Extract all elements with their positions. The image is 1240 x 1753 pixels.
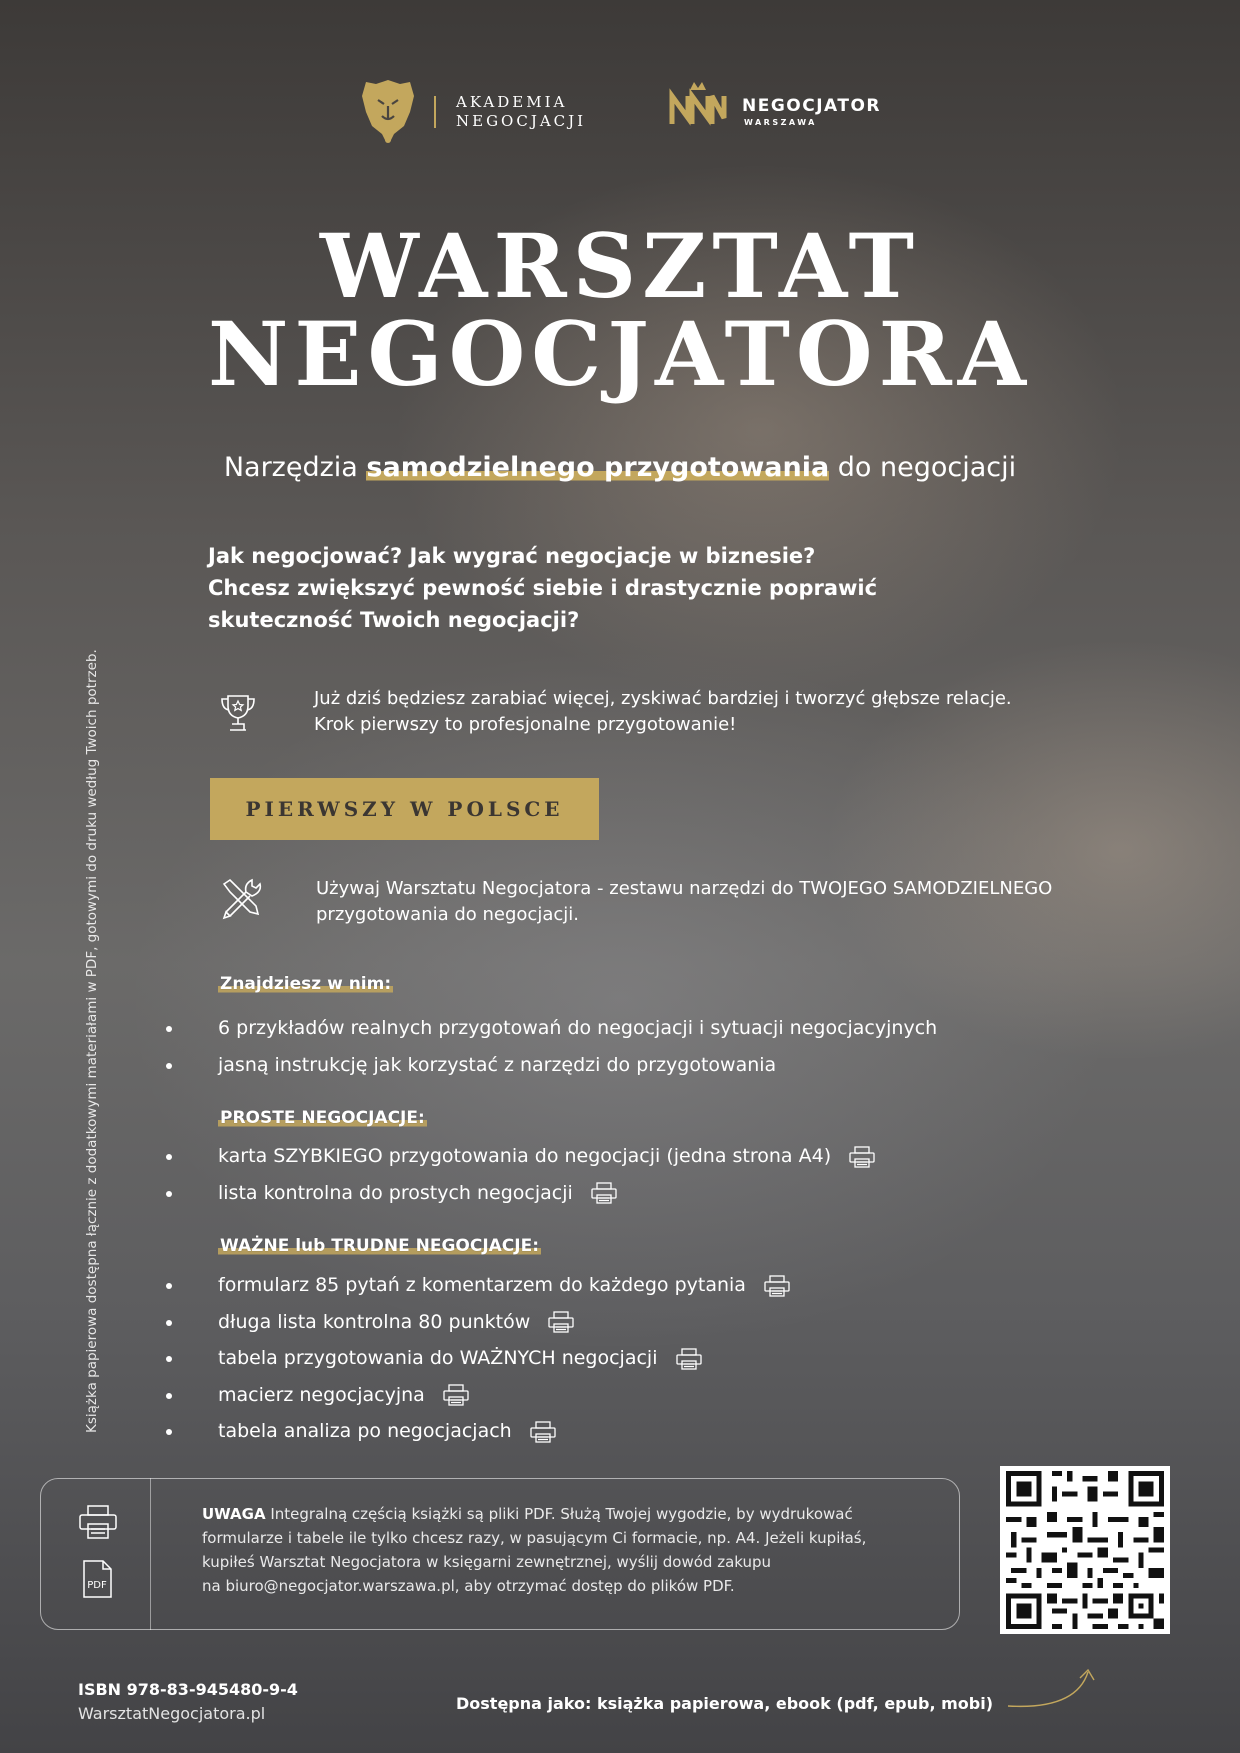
tools-line: Używaj Warsztatu Negocjatora - zestawu narzędzi do TWOJEGO SAMODZIELNEGO (316, 878, 1053, 899)
warszawa-logo-text: WARSZAWA (744, 118, 817, 127)
questions (208, 540, 968, 636)
title-line-2: NEGOCJATORA (207, 302, 1032, 406)
lion-logo-icon (360, 78, 416, 146)
question-line: Jak negocjować? Jak wygrać negocjacje w biznesie? (208, 544, 816, 568)
negocjator-logo-icon (668, 80, 728, 128)
list-item: karta SZYBKIEGO przygotowania do negocjacji (jedna strona A4) (166, 1138, 1066, 1175)
list-item: macierz negocjacyjna (166, 1377, 1066, 1414)
title-line-1: WARSZTAT (319, 214, 921, 318)
arrow-up-right-icon (1006, 1664, 1106, 1712)
list-znajdziesz (166, 1010, 1066, 1083)
section-heading-znajdziesz: Znajdziesz w nim: (220, 974, 392, 994)
akademia-logo-text: AKADEMIA NEGOCJACJI (456, 93, 587, 130)
available-formats: Dostępna jako: książka papierowa, ebook (pdf, epub, mobi) (456, 1694, 994, 1713)
tools-text (316, 876, 1116, 928)
notice-divider (150, 1478, 151, 1630)
list-item: jasną instrukcję jak korzystać z narzędzi do przygotowania (166, 1047, 1066, 1084)
website-link[interactable]: WarsztatNegocjatora.pl (78, 1704, 266, 1723)
subtitle-after: do negocjacji (829, 452, 1017, 483)
lead-text (314, 686, 1114, 738)
list-item: formularz 85 pytań z komentarzem do każdego pytania (166, 1267, 1066, 1304)
negocjator-logo-text: NEGOCJATOR (742, 96, 882, 116)
printer-icon (676, 1348, 702, 1370)
subtitle-highlight: samodzielnego przygotowania (366, 452, 830, 483)
trophy-icon (216, 690, 260, 734)
printer-icon (591, 1182, 617, 1204)
pdf-file-icon (80, 1560, 114, 1598)
side-note: Książka papierowa dostępna łącznie z dodatkowymi materiałami w PDF, gotowymi do druku według Twoich potrzeb. (84, 649, 100, 1433)
logo-divider (434, 96, 436, 128)
subtitle-before: Narzędzia (223, 452, 367, 483)
list-item: tabela analiza po negocjacjach (166, 1413, 1066, 1450)
question-line: skuteczność Twoich negocjacji? (208, 608, 580, 632)
list-item: lista kontrolna do prostych negocjacji (166, 1175, 1066, 1212)
printer-icon (849, 1146, 875, 1168)
printer-icon (78, 1504, 118, 1540)
list-item: 6 przykładów realnych przygotowań do negocjacji i sytuacji negocjacyjnych (166, 1010, 1066, 1047)
printer-icon (548, 1311, 574, 1333)
tools-icon (218, 876, 264, 922)
isbn: ISBN 978-83-945480-9-4 (78, 1680, 298, 1699)
printer-icon (530, 1421, 556, 1443)
subtitle (0, 452, 1240, 483)
qr-code[interactable] (1000, 1466, 1170, 1634)
pdf-icon-label: PDF (87, 1580, 107, 1591)
list-proste (166, 1138, 1066, 1211)
section-heading-proste: PROSTE NEGOCJACJE: (220, 1108, 425, 1128)
list-item: tabela przygotowania do WAŻNYCH negocjacji (166, 1340, 1066, 1377)
printer-icon (764, 1275, 790, 1297)
pierwszy-w-polsce-badge: PIERWSZY W POLSCE (210, 778, 599, 840)
tools-line: przygotowania do negocjacji. (316, 904, 579, 925)
notice-label: UWAGA (202, 1505, 266, 1523)
question-line: Chcesz zwiększyć pewność siebie i drastycznie poprawić (208, 576, 878, 600)
lead-line: Krok pierwszy to profesjonalne przygotowanie! (314, 714, 737, 735)
lead-line: Już dziś będziesz zarabiać więcej, zyskiwać bardziej i tworzyć głębsze relacje. (314, 688, 1012, 709)
list-wazne (166, 1267, 1066, 1450)
printer-icon (443, 1384, 469, 1406)
section-heading-wazne: WAŻNE lub TRUDNE NEGOCJACJE: (220, 1236, 540, 1256)
list-item: długa lista kontrolna 80 punktów (166, 1304, 1066, 1341)
notice-text: UWAGA Integralną częścią książki są pliki PDF. Służą Twojej wygodzie, by wydrukować formularze i tabele ile tylko chcesz razy, w pasującym Ci formacie, np. A4. Jeżeli kupiłaś, kupiłeś Warsztat Negocjatora w księgarni zewnętrznej, wyślij dowód zakupu na biuro@negocjator.warszawa.pl, aby otrzymać dostęp do plików PDF. (202, 1505, 867, 1595)
